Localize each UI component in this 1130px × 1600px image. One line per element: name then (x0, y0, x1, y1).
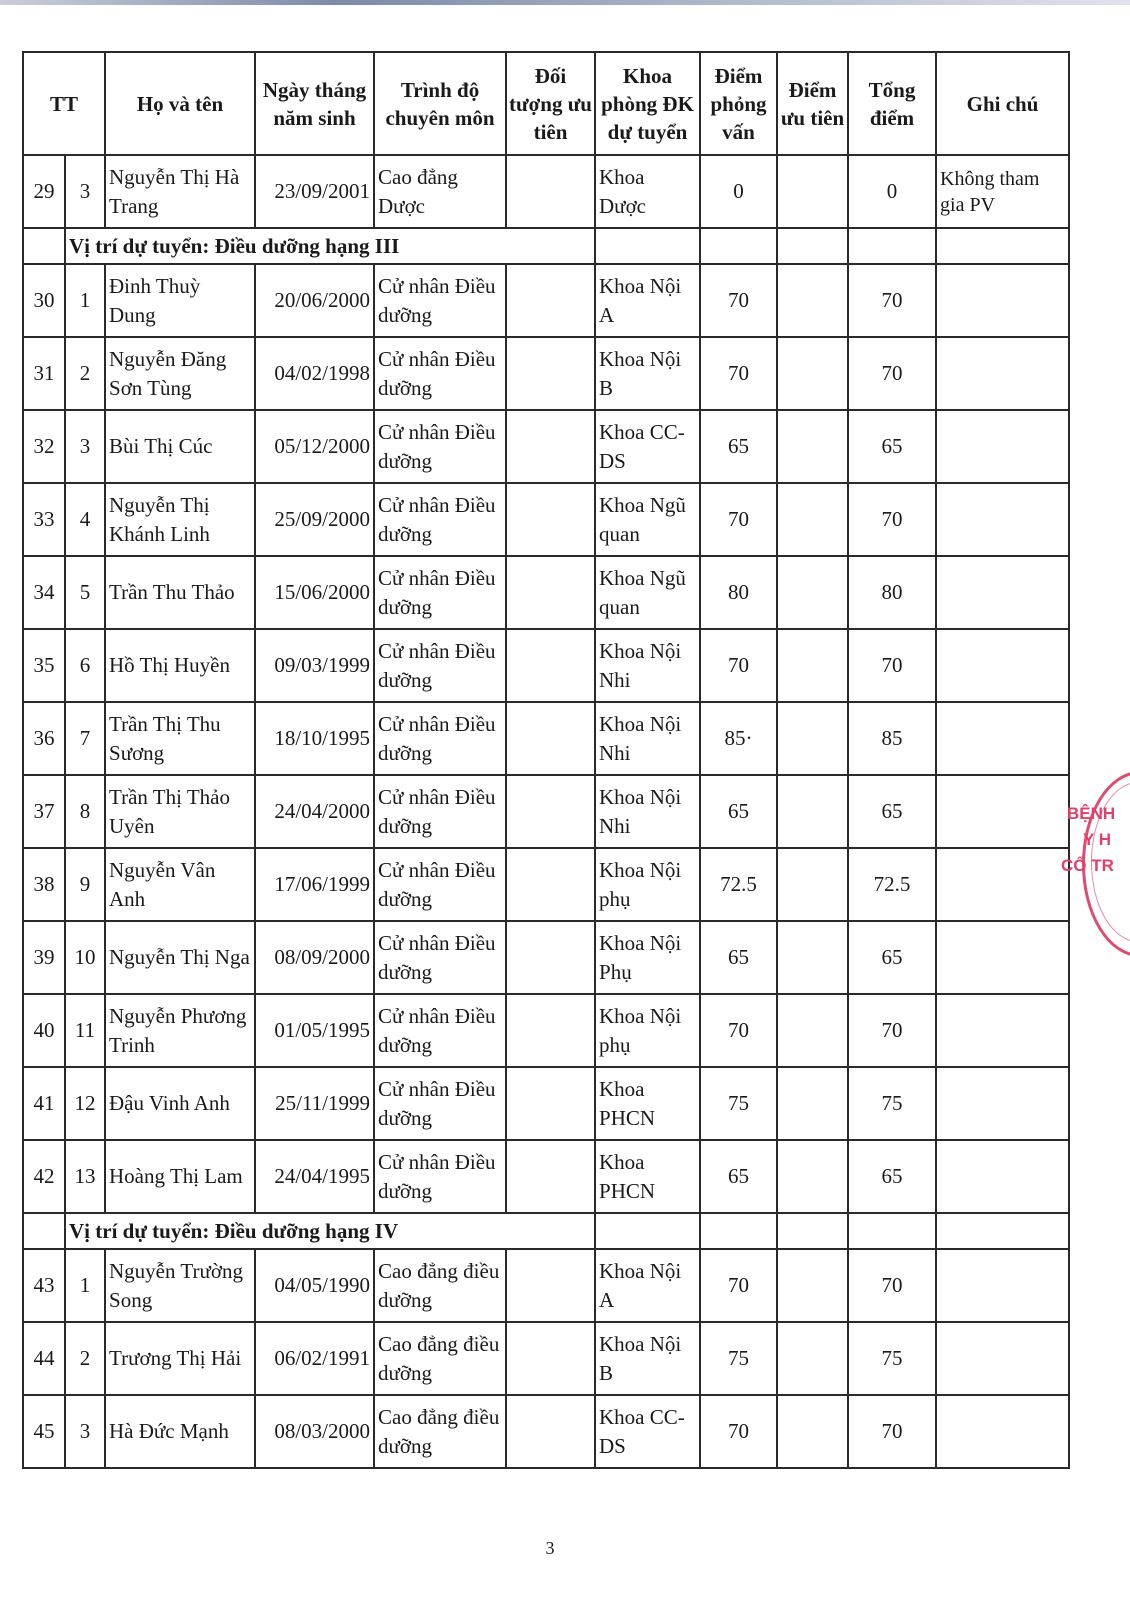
cell-interview-score: 70 (700, 337, 777, 410)
cell-tt: 38 (23, 848, 65, 921)
cell-total-score: 80 (848, 556, 936, 629)
table-row (23, 556, 1069, 629)
cell-interview-score: 65 (700, 775, 777, 848)
cell-qualification: Cử nhân Điều dưỡng (374, 1140, 506, 1213)
cell-tt: 34 (23, 556, 65, 629)
scan-top-edge (0, 0, 1130, 5)
cell-note (936, 1322, 1069, 1395)
header-total-score: Tổng điểm (848, 52, 936, 155)
cell-name: Trương Thị Hải (105, 1322, 255, 1395)
cell-department: Khoa Nội Nhi (595, 775, 700, 848)
cell-priority-score (777, 155, 848, 228)
cell-dob: 04/02/1998 (255, 337, 374, 410)
cell-priority-group (506, 1067, 595, 1140)
cell-priority-score (777, 337, 848, 410)
cell-interview-score: 72.5 (700, 848, 777, 921)
cell-dob: 06/02/1991 (255, 1322, 374, 1395)
cell-dob: 15/06/2000 (255, 556, 374, 629)
cell-total-score: 65 (848, 775, 936, 848)
cell-department: Khoa Nội phụ (595, 848, 700, 921)
cell-department: Khoa Dược (595, 155, 700, 228)
cell-stt: 10 (65, 921, 105, 994)
cell-name: Nguyễn Thị Khánh Linh (105, 483, 255, 556)
cell-stt: 7 (65, 702, 105, 775)
page-number: 3 (545, 1538, 555, 1558)
table-row (23, 483, 1069, 556)
cell-priority-group (506, 775, 595, 848)
cell-department: Khoa Nội Phụ (595, 921, 700, 994)
cell-stt: 3 (65, 1395, 105, 1468)
cell-name: Hồ Thị Huyền (105, 629, 255, 702)
cell-dob: 09/03/1999 (255, 629, 374, 702)
cell-priority-score (777, 702, 848, 775)
cell-stt: 8 (65, 775, 105, 848)
cell-note (936, 1395, 1069, 1468)
table-row (23, 1067, 1069, 1140)
section-row (23, 228, 1069, 264)
cell-interview-score: 70 (700, 994, 777, 1067)
table-row (23, 629, 1069, 702)
cell-dob: 05/12/2000 (255, 410, 374, 483)
header-department: Khoa phòng ĐK dự tuyển (595, 52, 700, 155)
cell-tt: 40 (23, 994, 65, 1067)
cell-stt: 12 (65, 1067, 105, 1140)
cell-interview-score: 70 (700, 483, 777, 556)
cell-qualification: Cử nhân Điều dưỡng (374, 483, 506, 556)
table-row (23, 994, 1069, 1067)
cell-department: Khoa CC-DS (595, 1395, 700, 1468)
cell-priority-score (777, 921, 848, 994)
cell-stt: 13 (65, 1140, 105, 1213)
cell-name: Nguyễn Thị Nga (105, 921, 255, 994)
cell-note: Không tham gia PV (936, 155, 1069, 228)
seal-text-1: BỆNH (1067, 804, 1116, 823)
cell-note (936, 264, 1069, 337)
cell-interview-score: 80 (700, 556, 777, 629)
cell-name: Hà Đức Mạnh (105, 1395, 255, 1468)
cell-interview-score: 70 (700, 264, 777, 337)
cell-stt: 9 (65, 848, 105, 921)
cell-interview-score: 70 (700, 629, 777, 702)
cell-tt: 30 (23, 264, 65, 337)
header-dob: Ngày tháng năm sinh (255, 52, 374, 155)
cell-note (936, 337, 1069, 410)
cell-stt: 11 (65, 994, 105, 1067)
cell-priority-score (777, 848, 848, 921)
cell-total-score: 65 (848, 1140, 936, 1213)
cell-name: Trần Thị Thảo Uyên (105, 775, 255, 848)
cell-note (936, 410, 1069, 483)
cell-qualification: Cử nhân Điều dưỡng (374, 629, 506, 702)
cell-name: Trần Thu Thảo (105, 556, 255, 629)
cell-tt: 33 (23, 483, 65, 556)
cell-note (936, 556, 1069, 629)
table-row (23, 410, 1069, 483)
cell-name: Nguyễn Vân Anh (105, 848, 255, 921)
cell-note (936, 1249, 1069, 1322)
cell-note (936, 921, 1069, 994)
red-seal-stamp (1061, 771, 1130, 957)
header-qualification: Trình độ chuyên môn (374, 52, 506, 155)
cell-department: Khoa Nội B (595, 337, 700, 410)
cell-stt: 1 (65, 1249, 105, 1322)
cell-department: Khoa Nội phụ (595, 994, 700, 1067)
cell-name: Đinh Thuỳ Dung (105, 264, 255, 337)
cell-dob: 18/10/1995 (255, 702, 374, 775)
cell-department: Khoa Nội A (595, 264, 700, 337)
cell-name: Đậu Vinh Anh (105, 1067, 255, 1140)
cell-interview-score: 65 (700, 410, 777, 483)
section-title: Vị trí dự tuyển: Điều dưỡng hạng III (65, 228, 595, 264)
seal-text-3: CỔ TR (1061, 856, 1114, 875)
cell-total-score: 70 (848, 629, 936, 702)
table-row (23, 775, 1069, 848)
cell-note (936, 1067, 1069, 1140)
cell-total-score: 75 (848, 1067, 936, 1140)
header-priority-score: Điểm ưu tiên (777, 52, 848, 155)
table-row (23, 921, 1069, 994)
cell-tt: 35 (23, 629, 65, 702)
cell-name: Hoàng Thị Lam (105, 1140, 255, 1213)
cell-interview-score: 70 (700, 1395, 777, 1468)
cell-interview-score: 85· (700, 702, 777, 775)
cell-dob: 20/06/2000 (255, 264, 374, 337)
cell-priority-score (777, 264, 848, 337)
cell-total-score: 70 (848, 1249, 936, 1322)
cell-department: Khoa Nội A (595, 1249, 700, 1322)
cell-qualification: Cử nhân Điều dưỡng (374, 921, 506, 994)
table-row (23, 155, 1069, 228)
cell-name: Nguyễn Phương Trinh (105, 994, 255, 1067)
cell-qualification: Cử nhân Điều dưỡng (374, 410, 506, 483)
cell-note (936, 994, 1069, 1067)
cell-qualification: Cao đẳng Dược (374, 155, 506, 228)
cell-name: Nguyễn Trường Song (105, 1249, 255, 1322)
seal-text-2: Y H (1083, 830, 1112, 849)
table-row (23, 848, 1069, 921)
cell-total-score: 70 (848, 994, 936, 1067)
cell-stt: 1 (65, 264, 105, 337)
cell-interview-score: 70 (700, 1249, 777, 1322)
table-row (23, 702, 1069, 775)
cell-priority-score (777, 556, 848, 629)
cell-dob: 25/11/1999 (255, 1067, 374, 1140)
header-priority-group: Đối tượng ưu tiên (506, 52, 595, 155)
cell-dob: 08/03/2000 (255, 1395, 374, 1468)
cell-priority-group (506, 483, 595, 556)
cell-total-score: 0 (848, 155, 936, 228)
cell-department: Khoa CC-DS (595, 410, 700, 483)
cell-dob: 23/09/2001 (255, 155, 374, 228)
cell-tt: 41 (23, 1067, 65, 1140)
cell-note (936, 848, 1069, 921)
cell-note (936, 775, 1069, 848)
cell-qualification: Cao đẳng điều dưỡng (374, 1322, 506, 1395)
cell-department: Khoa Nội B (595, 1322, 700, 1395)
cell-total-score: 70 (848, 483, 936, 556)
cell-priority-group (506, 337, 595, 410)
cell-name: Nguyễn Đăng Sơn Tùng (105, 337, 255, 410)
cell-qualification: Cử nhân Điều dưỡng (374, 848, 506, 921)
cell-priority-score (777, 410, 848, 483)
cell-tt: 36 (23, 702, 65, 775)
header-name: Họ và tên (105, 52, 255, 155)
cell-qualification: Cử nhân Điều dưỡng (374, 702, 506, 775)
cell-priority-group (506, 1322, 595, 1395)
cell-qualification: Cử nhân Điều dưỡng (374, 994, 506, 1067)
cell-qualification: Cao đẳng điều dưỡng (374, 1395, 506, 1468)
cell-tt: 29 (23, 155, 65, 228)
cell-stt: 6 (65, 629, 105, 702)
cell-department: Khoa PHCN (595, 1067, 700, 1140)
cell-priority-group (506, 410, 595, 483)
cell-priority-score (777, 1140, 848, 1213)
cell-department: Khoa Nội Nhi (595, 702, 700, 775)
cell-qualification: Cử nhân Điều dưỡng (374, 264, 506, 337)
cell-name: Trần Thị Thu Sương (105, 702, 255, 775)
cell-stt: 2 (65, 1322, 105, 1395)
cell-interview-score: 65 (700, 921, 777, 994)
cell-note (936, 629, 1069, 702)
cell-priority-group (506, 556, 595, 629)
cell-priority-score (777, 1067, 848, 1140)
cell-total-score: 85 (848, 702, 936, 775)
cell-qualification: Cao đẳng điều dưỡng (374, 1249, 506, 1322)
cell-priority-score (777, 775, 848, 848)
cell-priority-score (777, 1322, 848, 1395)
cell-interview-score: 0 (700, 155, 777, 228)
cell-priority-group (506, 994, 595, 1067)
cell-qualification: Cử nhân Điều dưỡng (374, 337, 506, 410)
cell-stt: 3 (65, 155, 105, 228)
results-table (22, 51, 1070, 1469)
cell-dob: 25/09/2000 (255, 483, 374, 556)
cell-interview-score: 75 (700, 1067, 777, 1140)
cell-qualification: Cử nhân Điều dưỡng (374, 1067, 506, 1140)
cell-name: Nguyễn Thị Hà Trang (105, 155, 255, 228)
cell-priority-group (506, 629, 595, 702)
table-row (23, 1395, 1069, 1468)
cell-name: Bùi Thị Cúc (105, 410, 255, 483)
cell-note (936, 483, 1069, 556)
table-row (23, 1140, 1069, 1213)
cell-priority-group (506, 264, 595, 337)
cell-total-score: 75 (848, 1322, 936, 1395)
cell-dob: 17/06/1999 (255, 848, 374, 921)
cell-department: Khoa PHCN (595, 1140, 700, 1213)
cell-tt: 42 (23, 1140, 65, 1213)
cell-total-score: 65 (848, 410, 936, 483)
cell-department: Khoa Ngũ quan (595, 556, 700, 629)
cell-dob: 04/05/1990 (255, 1249, 374, 1322)
cell-priority-group (506, 702, 595, 775)
cell-total-score: 70 (848, 264, 936, 337)
cell-interview-score: 75 (700, 1322, 777, 1395)
cell-note (936, 1140, 1069, 1213)
cell-total-score: 72.5 (848, 848, 936, 921)
cell-total-score: 70 (848, 337, 936, 410)
cell-dob: 24/04/2000 (255, 775, 374, 848)
cell-total-score: 70 (848, 1395, 936, 1468)
rows-nursing-grade-4 (23, 1249, 1069, 1468)
cell-priority-group (506, 1140, 595, 1213)
cell-stt: 2 (65, 337, 105, 410)
cell-priority-group (506, 921, 595, 994)
cell-priority-group (506, 155, 595, 228)
table-row (23, 337, 1069, 410)
cell-stt: 5 (65, 556, 105, 629)
cell-stt: 3 (65, 410, 105, 483)
cell-priority-score (777, 994, 848, 1067)
cell-tt: 44 (23, 1322, 65, 1395)
cell-tt: 31 (23, 337, 65, 410)
cell-priority-group (506, 1395, 595, 1468)
cell-note (936, 702, 1069, 775)
cell-stt: 4 (65, 483, 105, 556)
cell-priority-score (777, 483, 848, 556)
cell-priority-score (777, 629, 848, 702)
cell-priority-score (777, 1249, 848, 1322)
cell-qualification: Cử nhân Điều dưỡng (374, 556, 506, 629)
rows-nursing-grade-3 (23, 264, 1069, 1213)
cell-interview-score: 65 (700, 1140, 777, 1213)
section-row (23, 1213, 1069, 1249)
cell-priority-group (506, 848, 595, 921)
results-page (22, 51, 1068, 1469)
header-interview-score: Điểm phỏng vấn (700, 52, 777, 155)
cell-department: Khoa Nội Nhi (595, 629, 700, 702)
cell-priority-group (506, 1249, 595, 1322)
table-row (23, 1249, 1069, 1322)
cell-tt: 37 (23, 775, 65, 848)
cell-qualification: Cử nhân Điều dưỡng (374, 775, 506, 848)
header-row (23, 52, 1069, 155)
cell-tt: 43 (23, 1249, 65, 1322)
table-row (23, 264, 1069, 337)
cell-department: Khoa Ngũ quan (595, 483, 700, 556)
cell-total-score: 65 (848, 921, 936, 994)
cell-tt: 45 (23, 1395, 65, 1468)
cell-tt: 39 (23, 921, 65, 994)
section-title: Vị trí dự tuyển: Điều dưỡng hạng IV (65, 1213, 595, 1249)
cell-tt: 32 (23, 410, 65, 483)
cell-priority-score (777, 1395, 848, 1468)
cell-dob: 08/09/2000 (255, 921, 374, 994)
cell-dob: 01/05/1995 (255, 994, 374, 1067)
cell-dob: 24/04/1995 (255, 1140, 374, 1213)
header-note: Ghi chú (936, 52, 1069, 155)
table-row (23, 1322, 1069, 1395)
header-tt: TT (23, 52, 105, 155)
